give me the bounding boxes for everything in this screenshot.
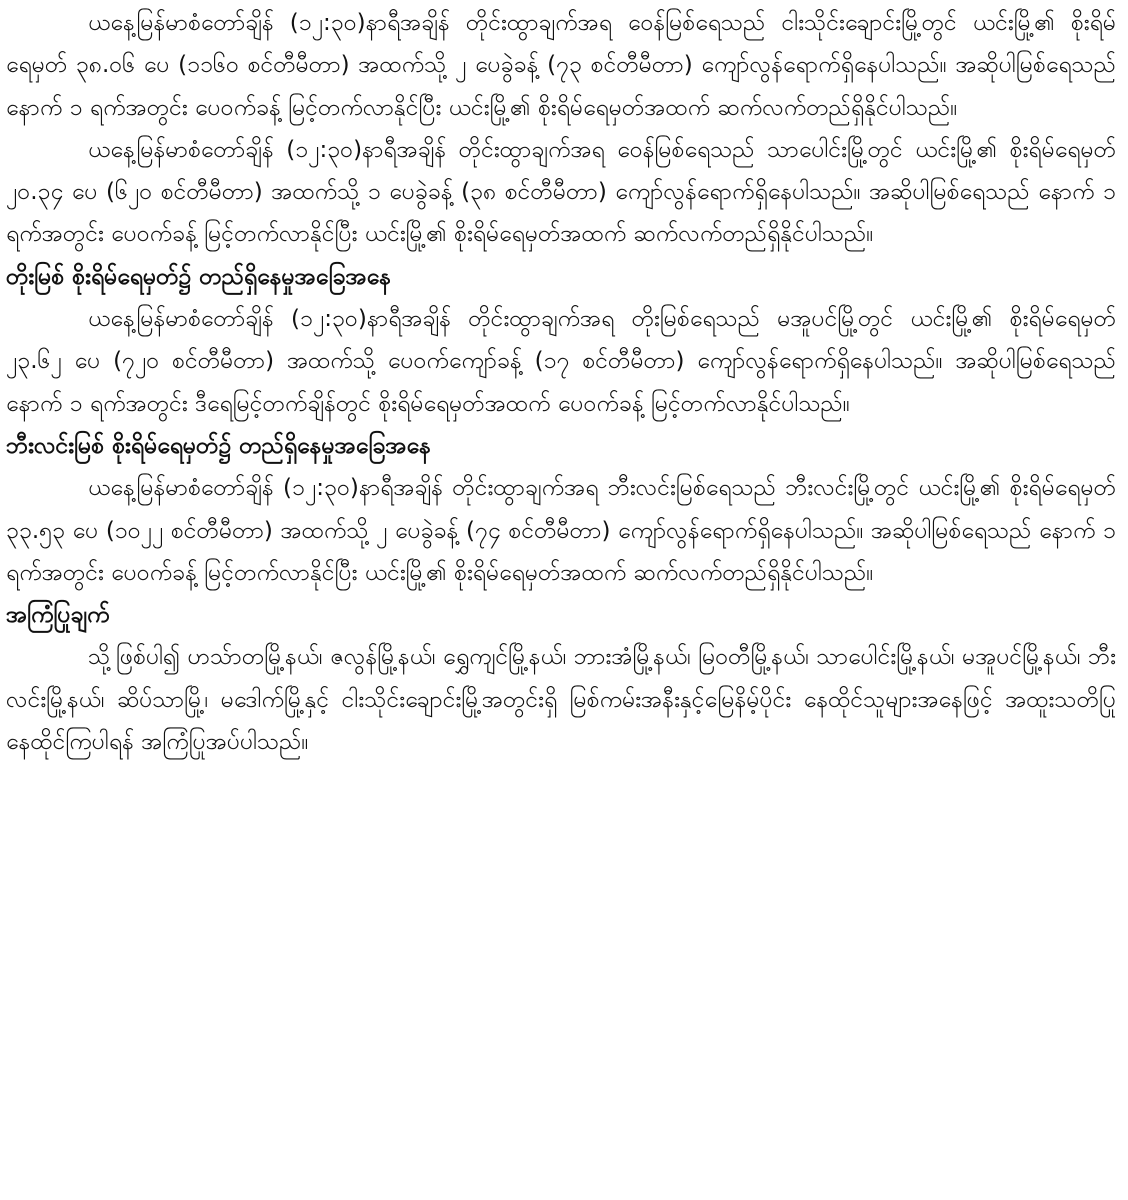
paragraph-recommendation: သို့ဖြစ်ပါ၍ ဟသ်ာတမြို့နယ်၊ ဇလွန်မြို့နယ်၊ ရွှေကျင်မြို့နယ်၊ ဘားအံမြို့နယ်၊ မြဝတီမြို့နယ်၊ သာပေါင်းမြို့နယ်၊ မအူပင်မြို့နယ်၊ ဘီးလင်းမြို့နယ်၊ ဆိပ်သာမြို့၊ မဒေါက်မြို့နှင့် ငါးသိုင်းချောင်းမြို့အတွင်းရှိ မြစ်ကမ်းအနီးနှင့်မြေနိမ့်ပိုင်း နေထိုင်သူများအနေဖြင့် အထူးသတိပြုနေထိုင်ကြပါရန် အကြံပြုအပ်ပါသည်။ [6,644,1116,756]
paragraph-ngathaingchaung: ယနေ့မြန်မာစံတော်ချိန် (၁၂:၃၀)နာရီအချိန် တိုင်းထွာချက်အရ ဝေန်မြစ်ရေသည် ငါးသိုင်းချောင်းမြို့တွင် ယင်းမြို့၏ စိုးရိမ်ရေမှတ် ၃၈.၀၆ ပေ (၁၁၆၀ စင်တီမီတာ) အထက်သို့ ၂ ပေခွဲခန့် (၇၃ စင်တီမီတာ) ကျော်လွန်ရောက်ရှိနေပါသည်။ အဆိုပါမြစ်ရေသည် နောက် ၁ ရက်အတွင်း ပေဝက်ခန့် မြင့်တက်လာနိုင်ပြီး ယင်းမြို့၏ စိုးရိမ်ရေမှတ်အထက် ဆက်လက်တည်ရှိနိုင်ပါသည်။ [6,10,1116,121]
paragraph-toe-river: ယနေ့မြန်မာစံတော်ချိန် (၁၂:၃၀)နာရီအချိန် တိုင်းထွာချက်အရ တိုးမြစ်ရေသည် မအူပင်မြို့တွင် ယင်းမြို့၏ စိုးရိမ်ရေမှတ် ၂၃.၆၂ ပေ (၇၂၀ စင်တီမီတာ) အထက်သို့ ပေဝက်ကျော်ခန့် (၁၇ စင်တီမီတာ) ကျော်လွန်ရောက်ရှိနေပါသည်။ အဆိုပါမြစ်ရေသည် နောက် ၁ ရက်အတွင်း ဒီရေမြင့်တက်ချိန်တွင် စိုးရိမ်ရေမှတ်အထက် ပေဝက်ခန့် မြင့်တက်လာနိုင်ပါသည်။ [6,306,1116,417]
heading-recommendation: အကြံပြုချက် [6,602,110,629]
heading-bilin-river: ဘီးလင်းမြစ် စိုးရိမ်ရေမှတ်၌ တည်ရှိနေမှုအခြေအနေ [6,432,431,459]
paragraph-bilin-river: ယနေ့မြန်မာစံတော်ချိန် (၁၂:၃၀)နာရီအချိန် တိုင်းထွာချက်အရ ဘီးလင်းမြစ်ရေသည် ဘီးလင်းမြို့တွင် ယင်းမြို့၏ စိုးရိမ်ရေမှတ် ၃၃.၅၃ ပေ (၁၀၂၂ စင်တီမီတာ) အထက်သို့ ၂ ပေခွဲခန့် (၇၄ စင်တီမီတာ) ကျော်လွန်ရောက်ရှိနေပါသည်။ အဆိုပါမြစ်ရေသည် နောက် ၁ ရက်အတွင်း ပေဝက်ခန့် မြင့်တက်လာနိုင်ပြီး ယင်းမြို့၏ စိုးရိမ်ရေမှတ်အထက် ဆက်လက်တည်ရှိနိုင်ပါသည်။ [6,475,1116,586]
heading-toe-river: တိုးမြစ် စိုးရိမ်ရေမှတ်၌ တည်ရှိနေမှုအခြေအနေ [6,263,392,290]
paragraph-thabaung: ယနေ့မြန်မာစံတော်ချိန် (၁၂:၃၀)နာရီအချိန် တိုင်းထွာချက်အရ ဝေန်မြစ်ရေသည် သာပေါင်းမြို့တွင် ယင်းမြို့၏ စိုးရိမ်ရေမှတ် ၂၀.၃၄ ပေ (၆၂၀ စင်တီမီတာ) အထက်သို့ ၁ ပေခွဲခန့် (၃၈ စင်တီမီတာ) ကျော်လွန်ရောက်ရှိနေပါသည်။ အဆိုပါမြစ်ရေသည် နောက် ၁ ရက်အတွင်း ပေဝက်ခန့် မြင့်တက်လာနိုင်ပြီး ယင်းမြို့၏ စိုးရိမ်ရေမှတ်အထက် ဆက်လက်တည်ရှိနိုင်ပါသည်။ [6,136,1116,248]
